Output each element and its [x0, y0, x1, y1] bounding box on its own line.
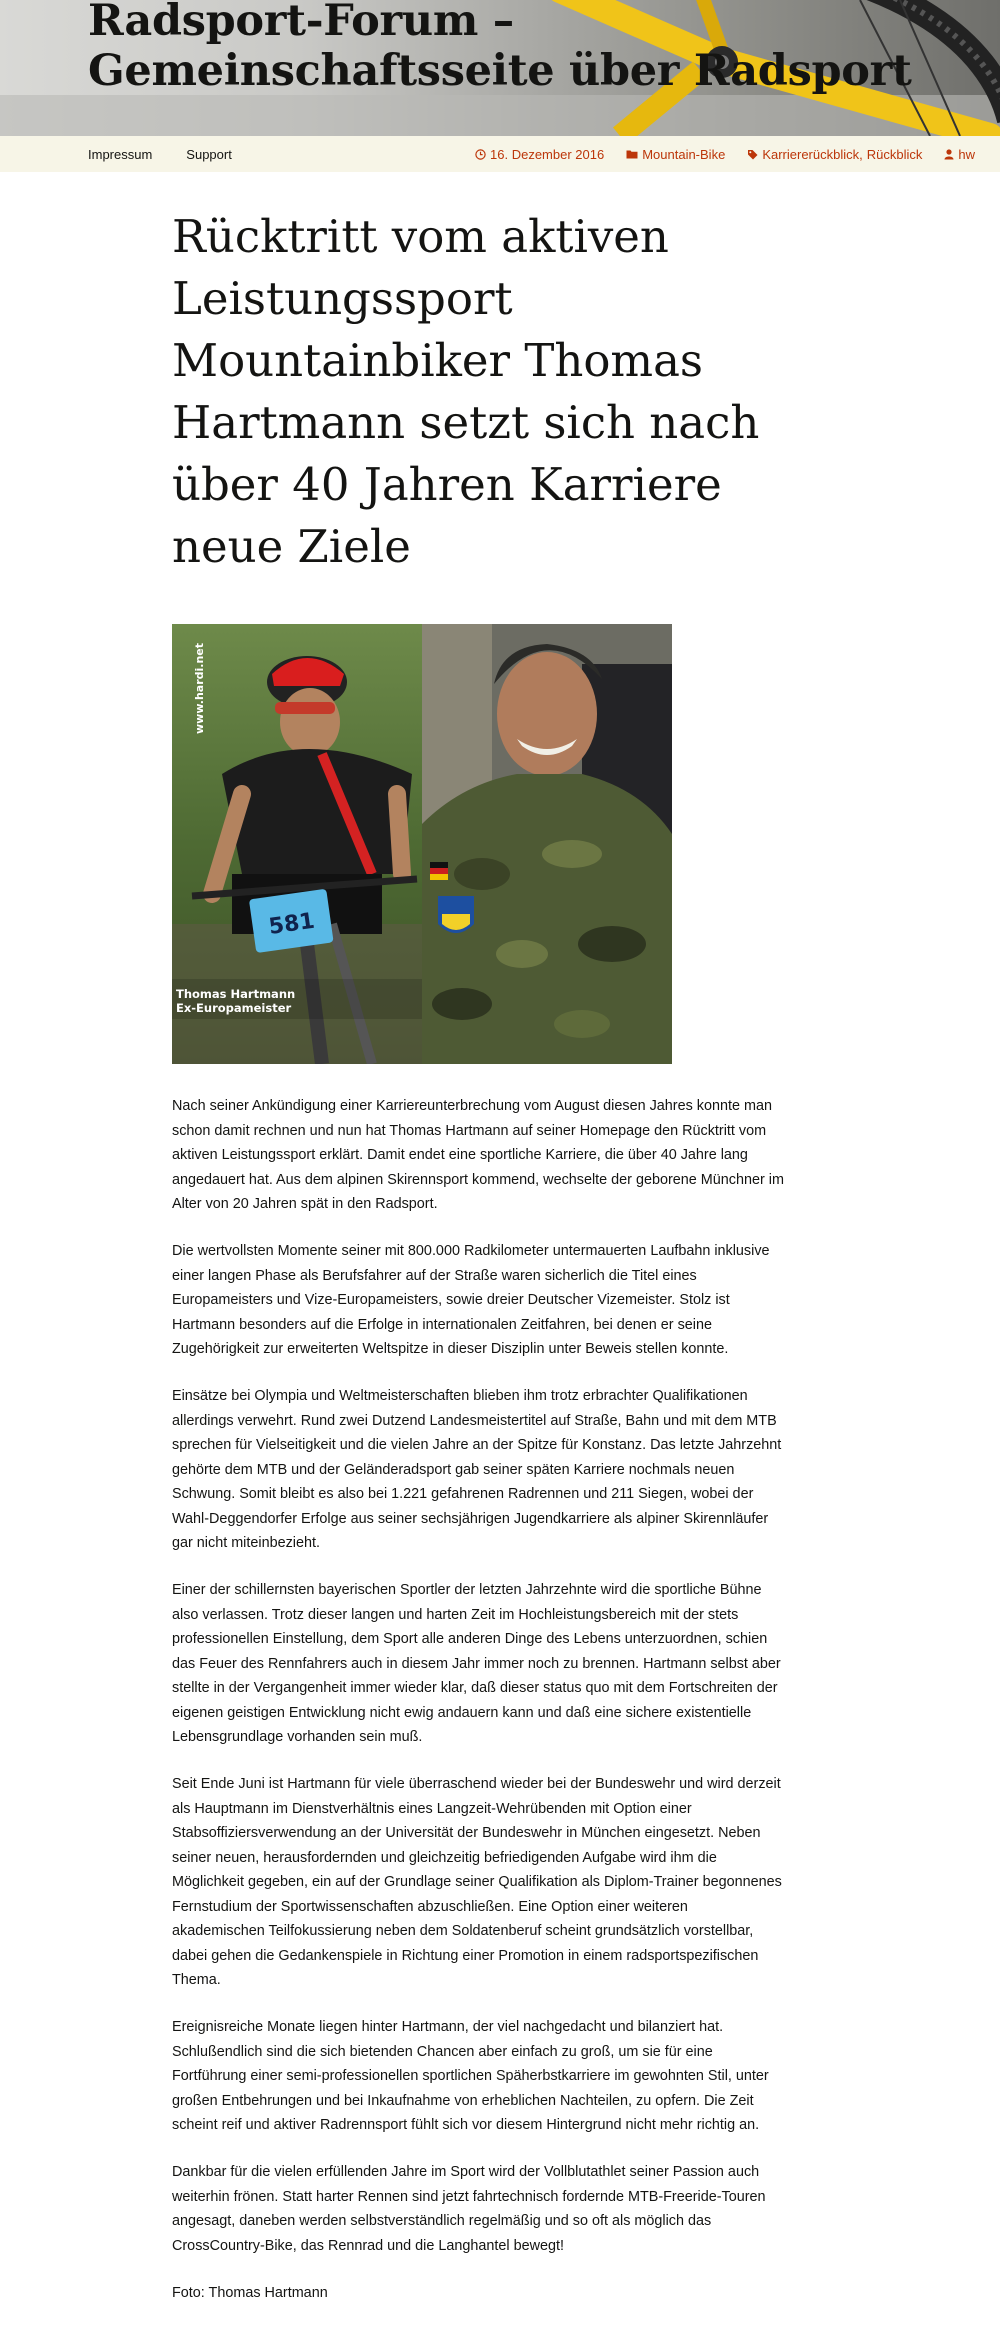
nav-menu	[88, 136, 266, 172]
meta-date-link[interactable]: 16. Dezember 2016	[490, 146, 605, 162]
article-paragraph: Die wertvollsten Momente seiner mit 800.000 Radkilometer untermauerten Laufbahn inklusive einer langen Phase als Berufsfahrer auf der Straße waren sicherlich die Titel eines Europameisters und Vize-Europameisters, sowie dreier Deutscher Vizemeister. Stolz ist Hartmann besonders auf die Erfolge in internationalen Zeitfahren, bei denen er seine Zugehörigkeit zur erweiterten Weltspitze in dieser Disziplin unter Beweis stellen konnte.	[172, 1243, 770, 1357]
article-paragraph: Ereignisreiche Monate liegen hinter Hartmann, der viel nachgedacht und bilanziert hat. Schlußendlich sind die sich bietenden Chancen aber einfach zu groß, um sie für eine Fortführung einer semi-professionellen sportlichen Späherbstkarriere im gewohnten Stil, unter großen Entbehrungen und bei Inkaufnahme von erheblichen Nachteilen, zu opfern. Die Zeit scheint reif und aktiver Radrennsport fühlt sich vor diesem Hintergrund nicht mehr richtig an.	[172, 2019, 769, 2133]
meta-tags	[747, 147, 922, 162]
photo-watermark: www.hardi.net	[193, 642, 207, 735]
entry-meta	[453, 136, 975, 172]
article-paragraph: Nach seiner Ankündigung einer Karriereunterbrechung vom August diesen Jahres konnte man schon damit rechnen und nun hat Thomas Hartmann auf seiner Homepage den Rücktritt vom aktiven Leistungssport erklärt. Damit endet eine sportliche Karriere, die über 40 Jahre lang angedauert hat. Aus dem alpinen Skirennsport kommend, wechselte der geborene Münchner im Alter von 20 Jahren spät in den Radsport.	[172, 1098, 784, 1212]
meta-author-link[interactable]: hw	[958, 146, 975, 162]
bib-number: 581	[267, 908, 317, 940]
photo-caption-name: Thomas Hartmann	[176, 987, 296, 1001]
meta-tag-link[interactable]: Karriererückblick	[762, 146, 860, 162]
article-content	[172, 1094, 784, 2328]
article-paragraph: Einer der schillernsten bayerischen Sportler der letzten Jahrzehnte wird die sportliche Bühne also verlassen. Trotz dieser langen und harten Zeit im Hochleistungsbereich mit der stets professionellen Einstellung, dem Sport alle anderen Dinge des Lebens unterzuordnen, schien das Feuer des Rennfahrers auch in diesem Jahr immer noch zu brennen. Hartmann selbst aber stellte in der Vergangenheit immer wieder klar, daß dieser status quo mit dem Fortschreiten der eigenen geistigen Entwicklung nicht ewig andauern kann und daß eine sichere existentielle Lebensgrundlage vorhanden sein muß.	[172, 1582, 781, 1745]
meta-category-link[interactable]: Mountain-Bike	[642, 146, 726, 162]
meta-category	[626, 147, 725, 162]
article-paragraph: Seit Ende Juni ist Hartmann für viele überraschend wieder bei der Bundeswehr und wird derzeit als Hauptmann im Dienstverhältnis eines Langzeit-Wehrübenden mit Option einer Stabsoffiziersverwendung an der Universität der Bundeswehr in München eingesetzt. Neben seiner neuen, herausfordernden und gleichzeitig befriedigenden Aufgabe wird ihm die Möglichkeit gegeben, ein auf der Grundlage seiner Qualifikation als Diplom-Trainer begonnenes Fernstudium der Sportwissenschaften abzuschließen. Eine Option einer weiteren akademischen Teilfokussierung neben dem Soldatenberuf scheint grundsätzlich vorstellbar, dabei gehen die Gedankenspiele in Richtung einer Promotion in einem radsportspezifischen Thema.	[172, 1776, 782, 1988]
meta-tag-link[interactable]: Rückblick	[866, 146, 923, 162]
meta-tag-separator: ,	[859, 146, 863, 162]
site-title[interactable]: Radsport-Forum – Gemeinschaftsseite über Radsport	[88, 0, 912, 96]
article-photo	[172, 624, 672, 1064]
meta-date	[475, 147, 604, 162]
article-title: Rücktritt vom aktiven Leistungssport Mountainbiker Thomas Hartmann setzt sich nach über 40 Jahren Karriere neue Ziele	[172, 210, 760, 573]
site-header	[0, 0, 1000, 136]
article-paragraph: Dankbar für die vielen erfüllenden Jahre im Sport wird der Vollblutathlet seiner Passion auch weiterhin frönen. Statt harter Rennen sind jetzt fahrtechnisch fordernde MTB-Freeride-Touren angesagt, daneben werden selbstverständlich regelmäßig und so oft als möglich das CrossCountry-Bike, das Rennrad und die Langhantel bewegt!	[172, 2164, 766, 2254]
clock-icon	[475, 149, 486, 160]
article-paragraph: Einsätze bei Olympia und Weltmeisterschaften blieben ihm trotz erbrachter Qualifikationen allerdings verwehrt. Rund zwei Dutzend Landesmeistertitel auf Straße, Bahn und mit dem MTB sprechen für Vielseitigkeit und die vielen Jahre an der Spitze für Konstanz. Das letzte Jahrzehnt gehörte dem MTB und der Geländeradsport gab seiner späten Karriere nochmals neuen Schwung. Somit bleibt es also bei 1.221 gefahrenen Radrennen und 211 Siegen, wobei der Wahl-Deggendorfer Erfolge aus seiner sechsjährigen Jugendkarriere als alpiner Skirennläufer gar nicht miteinbezieht.	[172, 1388, 782, 1551]
tag-icon	[747, 149, 758, 160]
nav-item-impressum[interactable]: Impressum	[88, 146, 153, 162]
meta-author	[944, 147, 975, 162]
nav-item-support[interactable]: Support	[186, 146, 232, 162]
photo-caption	[176, 987, 295, 1015]
photo-credit: Foto: Thomas Hartmann	[172, 2284, 328, 2301]
folder-icon	[626, 149, 638, 159]
user-icon	[944, 149, 954, 160]
photo-caption-title: Ex-Europameister	[176, 1001, 292, 1015]
photo-soldier	[422, 624, 672, 1064]
navbar	[0, 136, 1000, 172]
